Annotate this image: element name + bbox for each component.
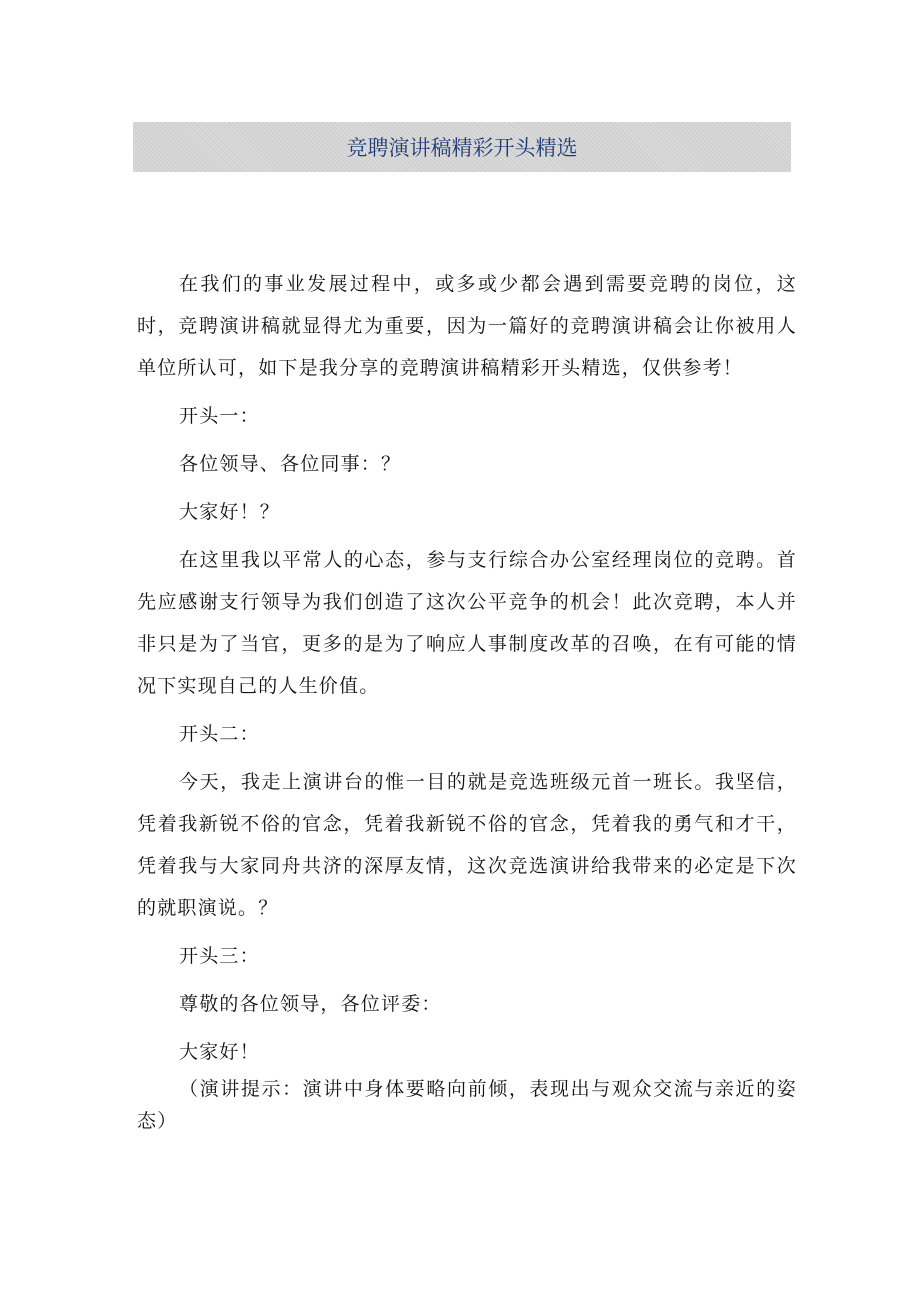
title-banner bbox=[133, 122, 791, 172]
paragraph-salutation-three: 尊敬的各位领导，各位评委： bbox=[179, 993, 442, 1015]
paragraph-opening-two-body: 今天，我走上演讲台的惟一目的就是竞选班级元首一班长。我坚信，凭着我新锐不俗的官念，凭着我新锐不俗的官念，凭着我的勇气和才干，凭着我与大家同舟共济的深厚友情，这次竞选演讲给我带来的必定是下次的就职演说。？ bbox=[137, 771, 797, 919]
heading-opening-two: 开头二： bbox=[179, 723, 260, 745]
paragraph-greeting-one: 大家好！？ bbox=[179, 501, 281, 523]
heading-opening-one: 开头一： bbox=[179, 405, 260, 427]
paragraph-intro: 在我们的事业发展过程中，或多或少都会遇到需要竞聘的岗位，这时，竞聘演讲稿就显得尤为重要，因为一篇好的竞聘演讲稿会让你被用人单位所认可，如下是我分享的竞聘演讲稿精彩开头精选，仅供参考！ bbox=[137, 273, 797, 379]
paragraph-greeting-three: 大家好！ bbox=[179, 1041, 260, 1063]
document-title: 竞聘演讲稿精彩开头精选 bbox=[346, 136, 578, 160]
paragraph-speech-tip: （演讲提示：演讲中身体要略向前倾，表现出与观众交流与亲近的姿态） bbox=[137, 1078, 797, 1132]
heading-opening-three: 开头三： bbox=[179, 945, 260, 967]
document-body bbox=[137, 263, 797, 1137]
paragraph-salutation-one: 各位领导、各位同事：？ bbox=[179, 453, 402, 475]
paragraph-opening-one-body: 在这里我以平常人的心态，参与支行综合办公室经理岗位的竞聘。首先应感谢支行领导为我们创造了这次公平竞争的机会！此次竞聘，本人并非只是为了当官，更多的是为了响应人事制度改革的召唤，在有可能的情况下实现自己的人生价值。 bbox=[137, 549, 797, 697]
